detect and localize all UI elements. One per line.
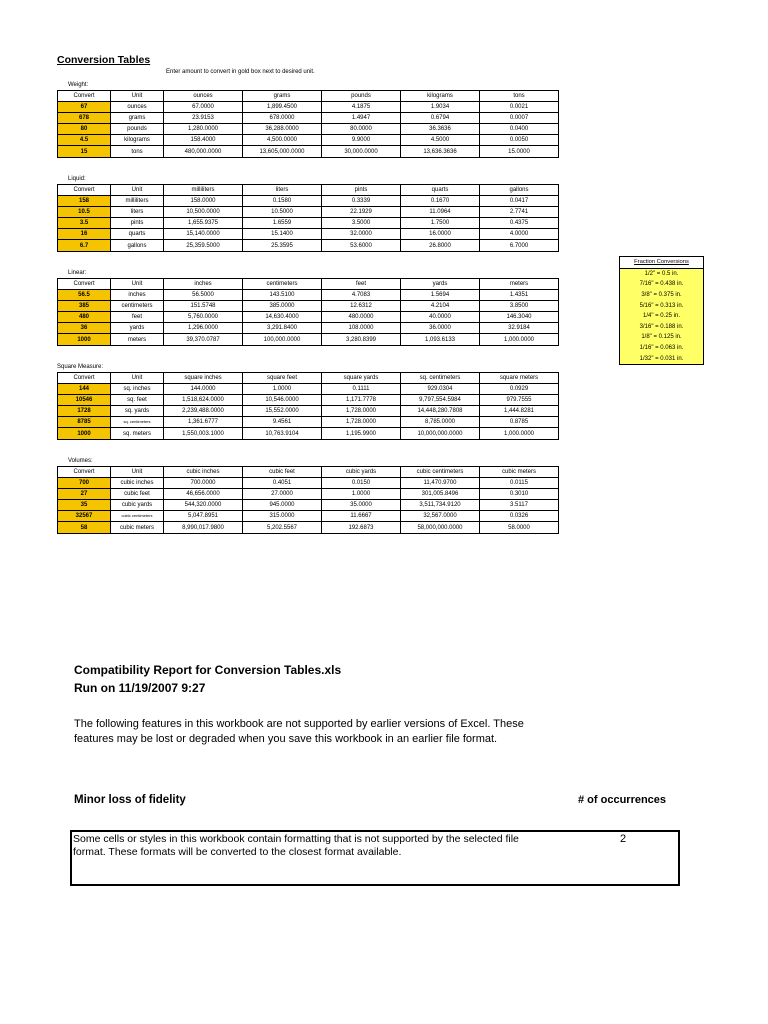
value-cell: 9.9000 <box>322 135 401 146</box>
table-row <box>58 135 559 146</box>
value-cell: 14,630.4000 <box>243 312 322 323</box>
unit-cell: sq. inches <box>111 384 164 395</box>
value-cell: 6.7000 <box>480 240 559 251</box>
issue-description: Some cells or styles in this workbook contain formatting that is not supported by the selected file format. These formats will be converted to the closest format available. <box>73 833 519 859</box>
value-cell: 32.0000 <box>322 229 401 240</box>
column-header: cubic centimeters <box>401 467 480 478</box>
column-header: feet <box>322 279 401 290</box>
report-run-date: Run on 11/19/2007 9:27 <box>74 681 206 695</box>
table-liquid <box>57 184 559 252</box>
value-cell: 1,518,624.0000 <box>164 395 243 406</box>
value-cell: 10,546.0000 <box>243 395 322 406</box>
fraction-item: 3/16" = 0.188 in. <box>620 322 704 333</box>
value-cell: 0.6794 <box>401 113 480 124</box>
value-cell: 5,047.8951 <box>164 511 243 522</box>
value-cell: 1,000.0000 <box>480 334 559 345</box>
value-cell: 0.0007 <box>480 113 559 124</box>
value-cell: 3,511,734.9120 <box>401 500 480 511</box>
value-cell: 5,202.5567 <box>243 522 322 533</box>
value-cell: 14,448,280.7808 <box>401 406 480 417</box>
value-cell: 58.0000 <box>480 522 559 533</box>
value-cell: 12.6312 <box>322 301 401 312</box>
value-cell: 10,763.9104 <box>243 428 322 439</box>
value-cell: 8,990,017.9800 <box>164 522 243 533</box>
unit-cell: quarts <box>111 229 164 240</box>
value-cell: 1,655.9375 <box>164 218 243 229</box>
table-row <box>58 301 559 312</box>
table-row <box>58 522 559 533</box>
value-cell: 144.0000 <box>164 384 243 395</box>
fraction-item: 1/2" = 0.5 in. <box>620 268 704 279</box>
column-header: pounds <box>322 91 401 102</box>
table-header-row <box>58 91 559 102</box>
value-cell: 0.0326 <box>480 511 559 522</box>
table-row <box>58 511 559 522</box>
value-cell: 1,899.4500 <box>243 102 322 113</box>
value-cell: 22.1929 <box>322 207 401 218</box>
table-row <box>58 428 559 439</box>
page-title: Conversion Tables <box>57 54 151 66</box>
unit-cell: cubic centimeters <box>111 511 164 522</box>
value-cell: 15,552.0000 <box>243 406 322 417</box>
value-cell: 4,500.0000 <box>243 135 322 146</box>
value-cell: 151.5748 <box>164 301 243 312</box>
value-cell: 4.0000 <box>480 229 559 240</box>
issue-count: 2 <box>620 833 627 845</box>
table-linear <box>57 278 559 346</box>
table-row <box>58 395 559 406</box>
column-header: Unit <box>111 279 164 290</box>
convert-input-cell[interactable]: 67 <box>58 102 111 113</box>
column-header: inches <box>164 279 243 290</box>
value-cell: 158.0000 <box>164 196 243 207</box>
table-row <box>58 102 559 113</box>
table-row <box>58 124 559 135</box>
column-header: cubic feet <box>243 467 322 478</box>
value-cell: 301,005.8496 <box>401 489 480 500</box>
value-cell: 0.0115 <box>480 478 559 489</box>
value-cell: 480.0000 <box>322 312 401 323</box>
value-cell: 1.4351 <box>480 290 559 301</box>
value-cell: 35.0000 <box>322 500 401 511</box>
value-cell: 0.0050 <box>480 135 559 146</box>
column-header: Convert <box>58 91 111 102</box>
value-cell: 544,320.0000 <box>164 500 243 511</box>
value-cell: 1.0000 <box>322 489 401 500</box>
value-cell: 10,500.0000 <box>164 207 243 218</box>
value-cell: 1,361.6777 <box>164 417 243 428</box>
value-cell: 25,359.5000 <box>164 240 243 251</box>
instruction-text: Enter amount to convert in gold box next to desired unit. <box>166 69 315 75</box>
value-cell: 0.4051 <box>243 478 322 489</box>
column-header: square feet <box>243 373 322 384</box>
value-cell: 30,000.0000 <box>322 146 401 157</box>
table-row <box>58 312 559 323</box>
value-cell: 2,239,488.0000 <box>164 406 243 417</box>
value-cell: 0.3339 <box>322 196 401 207</box>
value-cell: 36.0000 <box>401 323 480 334</box>
fraction-item: 1/4" = 0.25 in. <box>620 311 704 322</box>
column-header: yards <box>401 279 480 290</box>
convert-input-cell[interactable]: 35 <box>58 500 111 511</box>
fraction-item: 1/16" = 0.063 in. <box>620 343 704 354</box>
unit-cell: sq. yards <box>111 406 164 417</box>
value-cell: 56.5000 <box>164 290 243 301</box>
column-header: Unit <box>111 373 164 384</box>
value-cell: 67.0000 <box>164 102 243 113</box>
value-cell: 678.0000 <box>243 113 322 124</box>
value-cell: 945.0000 <box>243 500 322 511</box>
column-header: cubic meters <box>480 467 559 478</box>
fraction-item: 1/32" = 0.031 in. <box>620 353 704 364</box>
value-cell: 4.7083 <box>322 290 401 301</box>
column-header: milliliters <box>164 185 243 196</box>
column-header: grams <box>243 91 322 102</box>
value-cell: 27.0000 <box>243 489 322 500</box>
convert-input-cell[interactable]: 678 <box>58 113 111 124</box>
value-cell: 700.0000 <box>164 478 243 489</box>
value-cell: 1.4947 <box>322 113 401 124</box>
table-row <box>58 196 559 207</box>
unit-cell: feet <box>111 312 164 323</box>
column-header: ounces <box>164 91 243 102</box>
table-row <box>58 334 559 345</box>
table-row <box>58 207 559 218</box>
value-cell: 108.0000 <box>322 323 401 334</box>
value-cell: 0.1580 <box>243 196 322 207</box>
occurrences-heading: # of occurrences <box>578 794 667 806</box>
table-row <box>58 229 559 240</box>
convert-input-cell[interactable]: 1728 <box>58 406 111 417</box>
unit-cell: meters <box>111 334 164 345</box>
value-cell: 0.0929 <box>480 384 559 395</box>
table-row <box>58 146 559 157</box>
convert-input-cell[interactable]: 480 <box>58 312 111 323</box>
value-cell: 1,000.0000 <box>480 428 559 439</box>
value-cell: 3.5000 <box>322 218 401 229</box>
unit-cell: centimeters <box>111 301 164 312</box>
fraction-conversions-table <box>619 256 704 365</box>
column-header: liters <box>243 185 322 196</box>
value-cell: 39,370.0787 <box>164 334 243 345</box>
value-cell: 0.8785 <box>480 417 559 428</box>
value-cell: 3.8500 <box>480 301 559 312</box>
value-cell: 9,797,554.5984 <box>401 395 480 406</box>
unit-cell: milliliters <box>111 196 164 207</box>
unit-cell: sq. meters <box>111 428 164 439</box>
convert-input-cell[interactable]: 16 <box>58 229 111 240</box>
value-cell: 26.8000 <box>401 240 480 251</box>
column-header: Unit <box>111 467 164 478</box>
value-cell: 15.1400 <box>243 229 322 240</box>
column-header: square inches <box>164 373 243 384</box>
column-header: Convert <box>58 279 111 290</box>
value-cell: 1,280.0000 <box>164 124 243 135</box>
convert-input-cell[interactable]: 700 <box>58 478 111 489</box>
column-header: meters <box>480 279 559 290</box>
unit-cell: tons <box>111 146 164 157</box>
convert-input-cell[interactable]: 32567 <box>58 511 111 522</box>
value-cell: 3,280.8399 <box>322 334 401 345</box>
convert-input-cell[interactable]: 15 <box>58 146 111 157</box>
section-label-liquid: Liquid: <box>68 176 86 182</box>
column-header: Convert <box>58 185 111 196</box>
value-cell: 3.5117 <box>480 500 559 511</box>
value-cell: 5,760.0000 <box>164 312 243 323</box>
column-header: quarts <box>401 185 480 196</box>
value-cell: 0.0150 <box>322 478 401 489</box>
column-header: Convert <box>58 373 111 384</box>
table-row <box>58 323 559 334</box>
value-cell: 32,567.0000 <box>401 511 480 522</box>
value-cell: 0.0021 <box>480 102 559 113</box>
fraction-heading: Fraction Conversions <box>620 257 704 269</box>
value-cell: 1,444.8281 <box>480 406 559 417</box>
value-cell: 46,656.0000 <box>164 489 243 500</box>
value-cell: 80.0000 <box>322 124 401 135</box>
convert-input-cell[interactable]: 80 <box>58 124 111 135</box>
value-cell: 979.7555 <box>480 395 559 406</box>
value-cell: 3,291.8400 <box>243 323 322 334</box>
value-cell: 1.0000 <box>243 384 322 395</box>
value-cell: 1,195.9900 <box>322 428 401 439</box>
value-cell: 143.5100 <box>243 290 322 301</box>
unit-cell: yards <box>111 323 164 334</box>
value-cell: 13,636.3636 <box>401 146 480 157</box>
value-cell: 8,785.0000 <box>401 417 480 428</box>
column-header: cubic inches <box>164 467 243 478</box>
table-row <box>58 478 559 489</box>
value-cell: 4.2104 <box>401 301 480 312</box>
value-cell: 40.0000 <box>401 312 480 323</box>
value-cell: 11.6667 <box>322 511 401 522</box>
value-cell: 1,093.6133 <box>401 334 480 345</box>
convert-input-cell[interactable]: 1000 <box>58 334 111 345</box>
value-cell: 15,140.0000 <box>164 229 243 240</box>
fraction-item: 7/16" = 0.438 in. <box>620 279 704 290</box>
table-row <box>58 113 559 124</box>
convert-input-cell[interactable]: 56.5 <box>58 290 111 301</box>
table-volumes <box>57 466 559 534</box>
convert-input-cell[interactable]: 1000 <box>58 428 111 439</box>
value-cell: 0.1111 <box>322 384 401 395</box>
report-title: Compatibility Report for Conversion Tables.xls <box>74 663 342 677</box>
value-cell: 1.7500 <box>401 218 480 229</box>
unit-cell: cubic meters <box>111 522 164 533</box>
convert-input-cell[interactable]: 27 <box>58 489 111 500</box>
value-cell: 1,296.0000 <box>164 323 243 334</box>
section-label-square-measure: Square Measure: <box>57 364 104 370</box>
value-cell: 1.6559 <box>243 218 322 229</box>
table-row <box>58 417 559 428</box>
fraction-item: 3/8" = 0.375 in. <box>620 290 704 301</box>
table-weight <box>57 90 559 158</box>
value-cell: 2.7741 <box>480 207 559 218</box>
fraction-item: 5/16" = 0.313 in. <box>620 300 704 311</box>
value-cell: 10,000,000.0000 <box>401 428 480 439</box>
value-cell: 1,550,003.1000 <box>164 428 243 439</box>
value-cell: 1,728.0000 <box>322 417 401 428</box>
convert-input-cell[interactable]: 8785 <box>58 417 111 428</box>
column-header: square yards <box>322 373 401 384</box>
convert-input-cell[interactable]: 144 <box>58 384 111 395</box>
unit-cell: gallons <box>111 240 164 251</box>
value-cell: 1.5694 <box>401 290 480 301</box>
value-cell: 11,470.9700 <box>401 478 480 489</box>
value-cell: 13,605,000.0000 <box>243 146 322 157</box>
unit-cell: sq. feet <box>111 395 164 406</box>
unit-cell: inches <box>111 290 164 301</box>
value-cell: 0.0400 <box>480 124 559 135</box>
table-header-row <box>58 279 559 290</box>
value-cell: 0.1670 <box>401 196 480 207</box>
table-header-row <box>58 467 559 478</box>
table-header-row <box>58 185 559 196</box>
convert-input-cell[interactable]: 36 <box>58 323 111 334</box>
table-header-row <box>58 373 559 384</box>
value-cell: 32.9184 <box>480 323 559 334</box>
convert-input-cell[interactable]: 10.5 <box>58 207 111 218</box>
unit-cell: cubic inches <box>111 478 164 489</box>
section-label-weight: Weight: <box>68 82 89 88</box>
column-header: tons <box>480 91 559 102</box>
value-cell: 1,171.7778 <box>322 395 401 406</box>
column-header: sq. centimeters <box>401 373 480 384</box>
unit-cell: pints <box>111 218 164 229</box>
column-header: Unit <box>111 185 164 196</box>
convert-input-cell[interactable]: 58 <box>58 522 111 533</box>
value-cell: 315.0000 <box>243 511 322 522</box>
value-cell: 15.0000 <box>480 146 559 157</box>
value-cell: 929.0304 <box>401 384 480 395</box>
fidelity-heading: Minor loss of fidelity <box>74 794 186 806</box>
value-cell: 0.0417 <box>480 196 559 207</box>
value-cell: 53.6000 <box>322 240 401 251</box>
section-label-volumes: Volumes: <box>68 458 93 464</box>
column-header: pints <box>322 185 401 196</box>
value-cell: 9.4561 <box>243 417 322 428</box>
value-cell: 25.3595 <box>243 240 322 251</box>
value-cell: 36,288.0000 <box>243 124 322 135</box>
table-row <box>58 406 559 417</box>
unit-cell: grams <box>111 113 164 124</box>
value-cell: 100,000.0000 <box>243 334 322 345</box>
unit-cell: cubic yards <box>111 500 164 511</box>
column-header: gallons <box>480 185 559 196</box>
value-cell: 158.4000 <box>164 135 243 146</box>
table-square-measure <box>57 372 559 440</box>
convert-input-cell[interactable]: 158 <box>58 196 111 207</box>
unit-cell: ounces <box>111 102 164 113</box>
column-header: Convert <box>58 467 111 478</box>
table-row <box>58 290 559 301</box>
convert-input-cell[interactable]: 3.5 <box>58 218 111 229</box>
unit-cell: cubic feet <box>111 489 164 500</box>
value-cell: 4.5000 <box>401 135 480 146</box>
column-header: cubic yards <box>322 467 401 478</box>
convert-input-cell[interactable]: 4.5 <box>58 135 111 146</box>
value-cell: 11.0964 <box>401 207 480 218</box>
value-cell: 23.9153 <box>164 113 243 124</box>
column-header: centimeters <box>243 279 322 290</box>
value-cell: 36.3636 <box>401 124 480 135</box>
value-cell: 192.6873 <box>322 522 401 533</box>
column-header: kilograms <box>401 91 480 102</box>
section-label-linear: Linear: <box>68 270 87 276</box>
unit-cell: liters <box>111 207 164 218</box>
value-cell: 480,000.0000 <box>164 146 243 157</box>
column-header: square meters <box>480 373 559 384</box>
table-row <box>58 218 559 229</box>
table-row <box>58 240 559 251</box>
value-cell: 4.1875 <box>322 102 401 113</box>
value-cell: 58,000,000.0000 <box>401 522 480 533</box>
table-row <box>58 500 559 511</box>
unit-cell: sq. centimeters <box>111 417 164 428</box>
value-cell: 16.0000 <box>401 229 480 240</box>
value-cell: 1,728.0000 <box>322 406 401 417</box>
value-cell: 0.3010 <box>480 489 559 500</box>
column-header: Unit <box>111 91 164 102</box>
convert-input-cell[interactable]: 385 <box>58 301 111 312</box>
report-intro: The following features in this workbook are not supported by earlier versions of Excel. These features may be lost or degraded when you save this workbook in an earlier file format. <box>74 718 524 745</box>
value-cell: 146.3040 <box>480 312 559 323</box>
unit-cell: kilograms <box>111 135 164 146</box>
unit-cell: pounds <box>111 124 164 135</box>
value-cell: 385.0000 <box>243 301 322 312</box>
table-row <box>58 384 559 395</box>
fraction-item: 1/8" = 0.125 in. <box>620 332 704 343</box>
value-cell: 0.4375 <box>480 218 559 229</box>
convert-input-cell[interactable]: 10546 <box>58 395 111 406</box>
value-cell: 1.9034 <box>401 102 480 113</box>
value-cell: 10.5000 <box>243 207 322 218</box>
convert-input-cell[interactable]: 6.7 <box>58 240 111 251</box>
table-row <box>58 489 559 500</box>
